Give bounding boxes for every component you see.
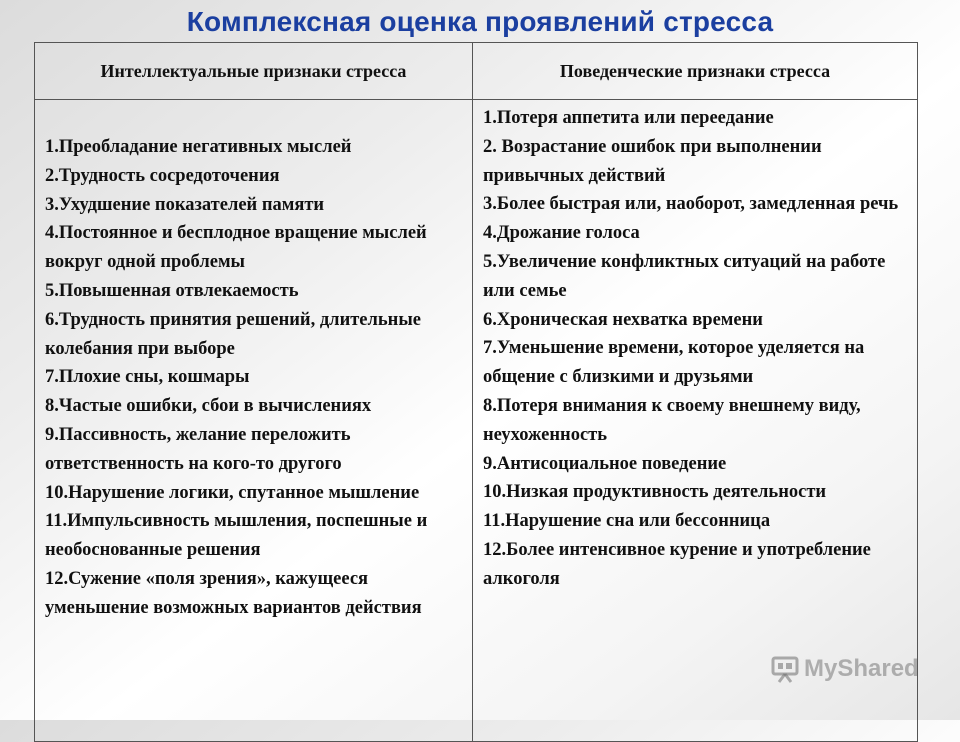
list-item: 2.Трудность сосредоточения bbox=[45, 165, 280, 186]
list-item: 1.Преобладание негативных мыслей bbox=[45, 137, 352, 157]
list-item: 6.Трудность принятия решений, длительные колебания при выборе bbox=[45, 309, 421, 359]
header-behavioral: Поведенческие признаки стресса bbox=[473, 43, 918, 100]
list-item: 5.Увеличение конфликтных ситуаций на работе или семье bbox=[483, 251, 886, 301]
list-item: 11.Нарушение сна или бессонница bbox=[483, 511, 771, 532]
list-item: 3.Ухудшение показателей памяти bbox=[45, 194, 325, 215]
list-item: 3.Более быстрая или, наоборот, замедленная речь bbox=[483, 194, 899, 215]
list-item: 12.Более интенсивное курение и употребление алкоголя bbox=[483, 539, 871, 589]
behavioral-signs-cell bbox=[473, 100, 918, 742]
list-item: 11.Импульсивность мышления, поспешные и необоснованные решения bbox=[45, 511, 428, 561]
presentation-board-icon bbox=[770, 654, 800, 684]
watermark-text: MyShared bbox=[804, 655, 919, 682]
list-item: 2. Возрастание ошибок при выполнении привычных действий bbox=[483, 136, 822, 186]
list-item: 1.Потеря аппетита или переедание bbox=[483, 108, 774, 128]
list-item: 9.Антисоциальное поведение bbox=[483, 453, 727, 474]
list-item: 8.Потеря внимания к своему внешнему виду, неухоженность bbox=[483, 395, 861, 445]
watermark-logo bbox=[770, 654, 919, 684]
list-item: 10.Низкая продуктивность деятельности bbox=[483, 482, 827, 503]
header-intellectual: Интеллектуальные признаки стресса bbox=[35, 43, 473, 100]
list-item: 9.Пассивность, желание переложить ответственность на кого-то другого bbox=[45, 424, 351, 474]
table-row bbox=[35, 100, 918, 742]
list-item: 7.Плохие сны, кошмары bbox=[45, 367, 250, 388]
list-item: 7.Уменьшение времени, которое уделяется на общение с близкими и друзьями bbox=[483, 338, 865, 388]
list-item: 8.Частые ошибки, сбои в вычислениях bbox=[45, 396, 372, 417]
page-title: Комплексная оценка проявлений стресса bbox=[186, 6, 774, 37]
stress-signs-table bbox=[34, 42, 918, 742]
list-item: 4.Постоянное и бесплодное вращение мыслей вокруг одной проблемы bbox=[45, 223, 427, 273]
list-item: 6.Хроническая нехватка времени bbox=[483, 309, 763, 330]
intellectual-signs-cell bbox=[35, 100, 473, 742]
list-item: 5.Повышенная отвлекаемость bbox=[45, 280, 299, 301]
table-header-row bbox=[35, 43, 918, 100]
list-item: 12.Сужение «поля зрения», кажущееся уменьшение возможных вариантов действия bbox=[45, 568, 422, 618]
list-item: 4.Дрожание голоса bbox=[483, 223, 640, 244]
list-item: 10.Нарушение логики, спутанное мышление bbox=[45, 482, 420, 503]
